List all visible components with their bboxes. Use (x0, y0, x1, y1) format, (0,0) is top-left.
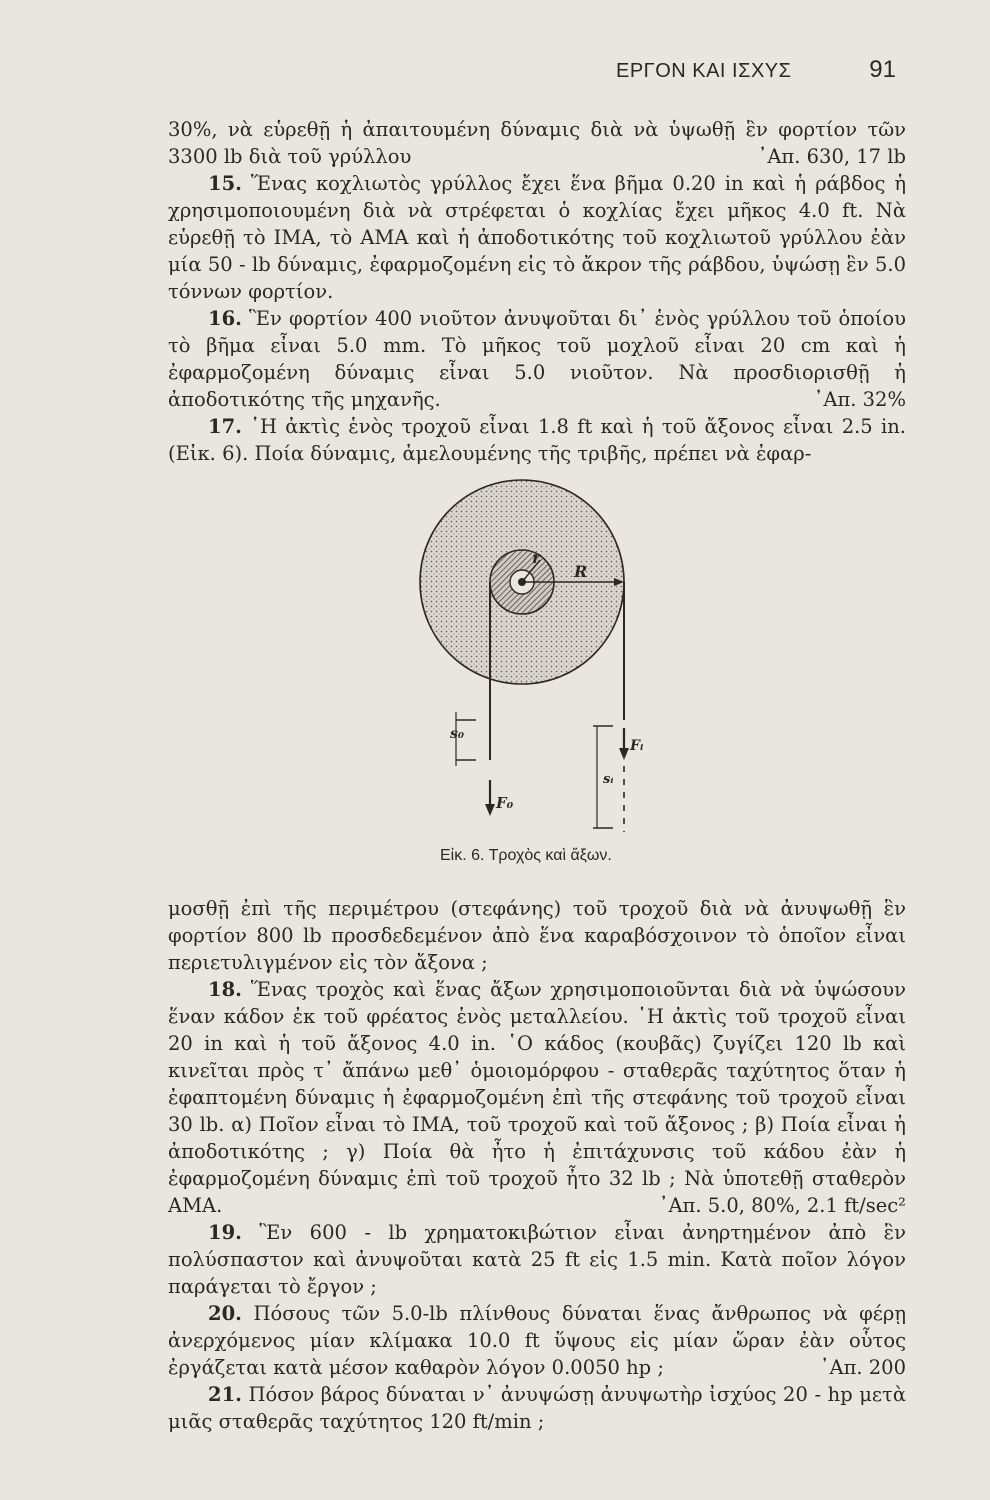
wheel-diagram (410, 470, 670, 850)
page-header (560, 56, 900, 92)
exercise-number: 15. (208, 172, 242, 195)
exercise-15 (168, 170, 906, 305)
label-R: R (574, 562, 588, 581)
exercise-number: 16. (208, 307, 242, 330)
label-F0: F₀ (496, 794, 514, 812)
exercise-17 (168, 413, 906, 467)
label-Fi: Fᵢ (630, 738, 644, 754)
paragraph-text: Ἕνας κοχλιωτὸς γρύλλος ἔχει ἕνα βῆμα 0.20 in καὶ ἡ ράβδος ἡ χρησιμοποιουμένη διὰ νὰ στρέφεται ὁ κοχλίας ἔχει μῆκος 4.0 ft. Νὰ εὑρεθῇ τὸ ΙΜΑ, τὸ ΑΜΑ καὶ ἡ ἀποδοτικότης τοῦ κοχλιωτοῦ γρύλλου ἐὰν μία 50 - lb δύναμις, ἐφαρμοζομένη εἰς τὸ ἄκρον τῆς ράβδου, ὑψώσῃ ἓν 5.0 τόννων φορτίον. (168, 172, 907, 303)
load-arrowhead (485, 804, 495, 816)
exercise-number: 18. (208, 978, 242, 1001)
page-number: 91 (869, 56, 896, 83)
paragraph-text: Ἕνας τροχὸς καὶ ἕνας ἄξων χρησιμοποιοῦνται διὰ νὰ ὑψώσουν ἕναν κάδον ἐκ τοῦ φρέατος ἑνὸς μεταλλείου. ῾Η ἀκτὶς τοῦ τροχοῦ εἶναι 20 in καὶ ἡ τοῦ ἄξονος 4.0 in. ῾Ο κάδος (κουβᾶς) ζυγίζει 120 lb καὶ κινεῖται πρὸς τ᾿ ἄπάνω μεθ᾿ ὁμοιομόρφου - σταθερᾶς ταχύτητος ὅταν ἡ ἐφαπτομένη δύναμις ἡ ἐφαρμοζομένη ἐπὶ τῆς στεφάνης τοῦ τροχοῦ εἶναι 30 lb. α) Ποῖον εἶναι τὸ ΙΜΑ, τοῦ τροχοῦ καὶ τοῦ ἄξονος ; β) Ποία εἶναι ἡ ἀποδοτικότης ; γ) Ποία θὰ ἦτο ἡ ἐπιτάχυνσις τοῦ κάδου ἐὰν ἡ ἐφαρμοζομένη δύναμις ἐπὶ τοῦ τροχοῦ ἦτο 32 lb ; Νὰ ὑποτεθῇ σταθερὸν ΑΜΑ. (168, 978, 906, 1217)
wheel-and-axle-figure (410, 470, 670, 870)
answer-text: ᾿Απ. 630, 17 lb (757, 145, 906, 168)
label-s0: s₀ (450, 726, 465, 742)
paragraph-continued (168, 116, 906, 170)
exercise-18 (168, 976, 906, 1219)
exercise-number: 19. (208, 1221, 242, 1244)
paragraph-text: μοσθῇ ἐπὶ τῆς περιμέτρου (στεφάνης) τοῦ τροχοῦ διὰ νὰ ἀνυψωθῇ ἓν φορτίον 800 lb προσδεδεμένον ἀπὸ ἕνα καραβόσχοινον τὸ ὁποῖον εἶναι περιετυλιγμένον εἰς τὸν ἄξονα ; (168, 897, 906, 974)
effort-arrowhead (619, 748, 629, 760)
paragraph-continued (168, 895, 906, 976)
answer-text: ᾿Απ. 32% (813, 388, 906, 411)
running-title: ΕΡΓΟΝ ΚΑΙ ΙΣΧΥΣ (616, 60, 792, 82)
exercise-number: 17. (208, 415, 242, 438)
paragraph-text: Πόσους τῶν 5.0-lb πλίνθους δύναται ἕνας ἄνθρωπος νὰ φέρῃ ἀνερχόμενος μίαν κλίμακα 10.0 ft ὕψους εἰς μίαν ὥραν ἐὰν οὗτος ἐργάζεται κατὰ μέσον καθαρὸν λόγον 0.0050 hp ; (168, 1302, 907, 1379)
paragraph-text: 30%, νὰ εὑρεθῇ ἡ ἀπαιτουμένη δύναμις διὰ νὰ ὑψωθῇ ἓν φορτίον τῶν 3300 lb διὰ τοῦ γρύλλου (168, 118, 906, 168)
figure-caption: Εἰκ. 6. Τροχὸς καὶ ἄξων. (440, 847, 612, 864)
answer-text: ᾿Απ. 5.0, 80%, 2.1 ft/sec² (658, 1194, 906, 1217)
top-text-block (168, 116, 906, 467)
exercise-20 (168, 1300, 906, 1381)
exercise-16 (168, 305, 906, 413)
exercise-number: 21. (208, 1383, 242, 1406)
label-r: r (532, 548, 541, 567)
exercise-number: 20. (208, 1302, 242, 1325)
exercise-19 (168, 1219, 906, 1300)
paragraph-text: Ἓν φορτίον 400 νιοῦτον ἀνυψοῦται δι᾿ ἑνὸς γρύλλου τοῦ ὁποίου τὸ βῆμα εἶναι 5.0 mm. Τὸ μῆκος τοῦ μοχλοῦ εἶναι 20 cm καὶ ἡ ἐφαρμοζομένη δύναμις εἶναι 5.0 νιοῦτον. Νὰ προσδιορισθῇ ἡ ἀποδοτικότης τῆς μηχανῆς. (168, 307, 907, 411)
paragraph-text: ῾Η ἀκτὶς ἑνὸς τροχοῦ εἶναι 1.8 ft καὶ ἡ τοῦ ἄξονος εἶναι 2.5 in. (Εἰκ. 6). Ποία δύναμις, ἀμελουμένης τῆς τριβῆς, πρέπει νὰ ἐφαρ- (168, 415, 906, 465)
bottom-text-block (168, 895, 906, 1435)
exercise-21 (168, 1381, 906, 1435)
answer-text: ᾿Απ. 200 (819, 1356, 906, 1379)
paragraph-text: Ἓν 600 - lb χρηματοκιβώτιον εἶναι ἀνηρτημένον ἀπὸ ἓν πολύσπαστον καὶ ἀνυψοῦται κατὰ 25 ft εἰς 1.5 min. Κατὰ ποῖον λόγον παράγεται τὸ ἔργον ; (168, 1221, 907, 1298)
label-si: sᵢ (603, 772, 614, 787)
paragraph-text: Πόσον βάρος δύναται ν᾿ ἀνυψώσῃ ἀνυψωτὴρ ἰσχύος 20 - hp μετὰ μιᾶς σταθερᾶς ταχύτητος 120 ft/min ; (168, 1383, 906, 1433)
